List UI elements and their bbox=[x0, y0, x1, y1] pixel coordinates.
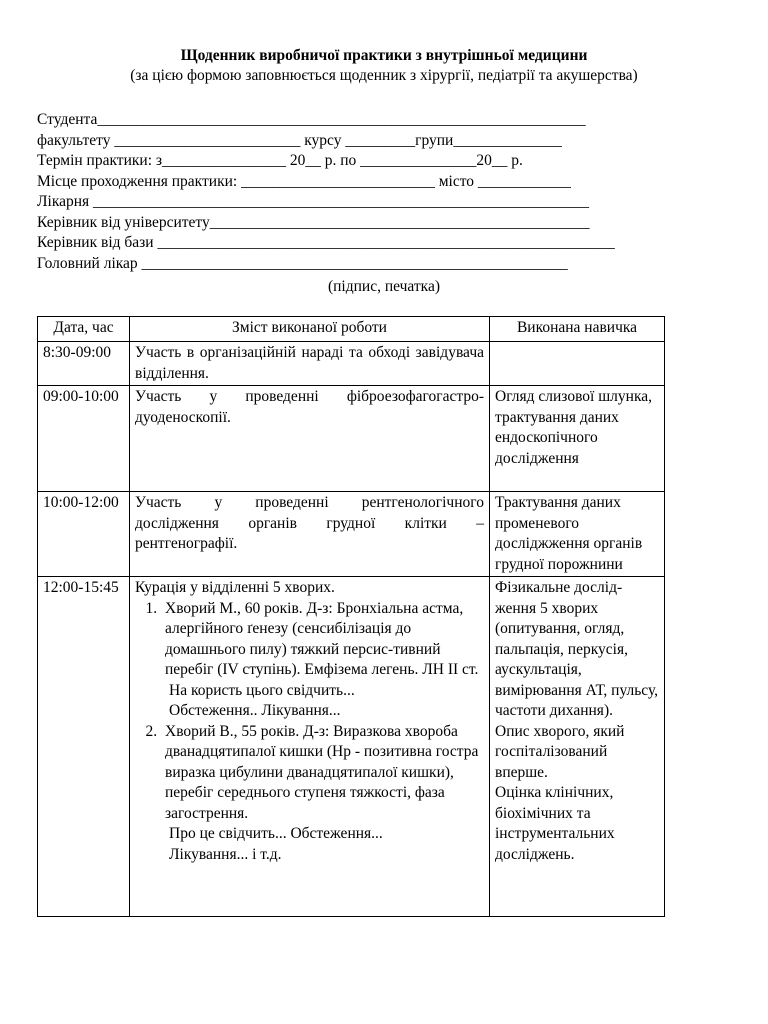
signature-note: (підпис, печатка) bbox=[327, 278, 441, 295]
field-base-supervisor[interactable]: Керівник від бази ___________________________________________________________ bbox=[37, 234, 615, 251]
student-info-fields bbox=[37, 110, 677, 274]
document-subtitle: (за цією формою заповнюється щоденник з хірургії, педіатрії та акушерства) bbox=[130, 67, 638, 84]
column-header-date: Дата, час bbox=[38, 317, 130, 342]
patient-description: Хворий В., 55 років. Д-з: Виразкова хвороба дванадцятипалої кишки (Hp - позитивна гостра виразка цибулини дванадцятипалої кишки), перебіг середнього ступеня тяжкості, фаза загострення. bbox=[165, 722, 479, 822]
cell-time: 12:00-15:45 bbox=[38, 577, 130, 917]
cell-time: 10:00-12:00 bbox=[38, 492, 130, 577]
patient-description: Хворий М., 60 років. Д-з: Бронхіальна астма, алергійного ґенезу (сенсибілізація до домашнього пилу) тяжкий персис-тивний перебіг (IV ступінь). Емфізема легень. ЛН II ст. bbox=[165, 599, 479, 678]
document-title: Щоденник виробничої практики з внутрішньої медицини bbox=[180, 47, 588, 64]
patient-exam-treatment: Лікування... і т.д. bbox=[169, 845, 282, 863]
list-item bbox=[161, 722, 484, 866]
cell-skill: Трактування даних променевого досліджження органів грудної порожнини bbox=[490, 492, 665, 577]
curation-intro: Курація у відділенні 5 хворих. bbox=[135, 579, 335, 596]
patient-evidence: На користь цього свідчить... bbox=[169, 681, 355, 699]
cell-work: Участь в організаційній нараді та обході завідувача відділення. bbox=[130, 342, 490, 386]
patient-exam-treatment: Обстеження.. Лікування... bbox=[169, 702, 341, 719]
table-row bbox=[38, 342, 665, 386]
field-hospital[interactable]: Лікарня ________________________________________________________________ bbox=[37, 193, 590, 210]
skill-line: Фізикальне дослід-ження 5 хворих (опитування, огляд, пальпація, перкусія, аускультація, вимірювання АТ, пульсу, частоти дихання). bbox=[495, 579, 659, 719]
cell-work: Участь у проведенні фіброезофагогастро-дуоденоскопії. bbox=[130, 386, 490, 492]
patient-list bbox=[135, 599, 484, 866]
field-faculty-course-group[interactable]: факультету ________________________ курсу _________групи______________ bbox=[37, 131, 562, 149]
list-item bbox=[161, 599, 484, 722]
field-university-supervisor[interactable]: Керівник від університету_________________________________________________ bbox=[37, 213, 590, 231]
table-header-row bbox=[38, 317, 665, 342]
cell-skill: Огляд слизової шлунка, трактування даних ендоскопічного дослідження bbox=[490, 386, 665, 492]
cell-skill bbox=[490, 577, 665, 917]
cell-work: Участь у проведенні рентгенологічного дослідження органів грудної клітки – рентгенографії. bbox=[130, 492, 490, 577]
cell-time: 09:00-10:00 bbox=[38, 386, 130, 492]
field-student[interactable]: Студента_______________________________________________________________ bbox=[37, 111, 586, 128]
table-row bbox=[38, 386, 665, 492]
cell-skill bbox=[490, 342, 665, 386]
cell-work bbox=[130, 577, 490, 917]
table-row bbox=[38, 577, 665, 917]
skill-line: Оцінка клінічних, біохімічних та інструментальних досліджень. bbox=[495, 784, 615, 863]
patient-evidence: Про це свідчить... Обстеження... bbox=[169, 825, 383, 842]
field-practice-term[interactable]: Термін практики: з________________ 20__ р. по _______________20__ р. bbox=[37, 152, 523, 169]
table-row bbox=[38, 492, 665, 577]
cell-time: 8:30-09:00 bbox=[38, 342, 130, 386]
column-header-work: Зміст виконаної роботи bbox=[130, 317, 490, 342]
field-practice-place[interactable]: Місце проходження практики: _________________________ місто ____________ bbox=[37, 172, 571, 190]
column-header-skill: Виконана навичка bbox=[490, 317, 665, 342]
field-chief-doctor[interactable]: Головний лікар _______________________________________________________ bbox=[37, 254, 568, 272]
diary-table bbox=[37, 316, 665, 917]
skill-line: Опис хворого, який госпіталізований вперше. bbox=[495, 722, 625, 781]
